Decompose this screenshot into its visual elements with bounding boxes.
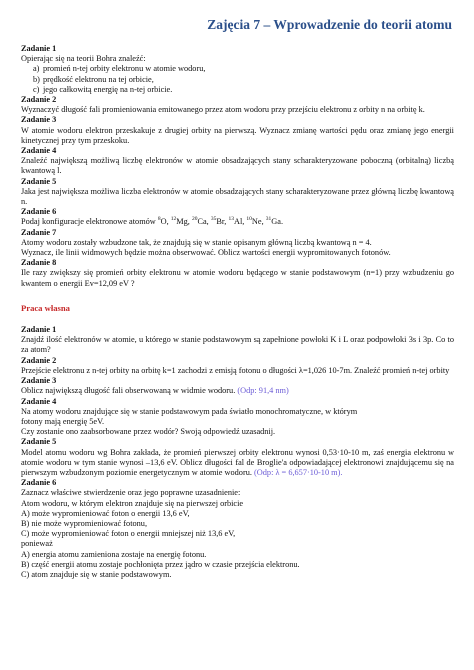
document-content [21, 44, 454, 580]
homework-task-1 [21, 325, 454, 356]
task-text-line: Zaznacz właściwe stwierdzenie oraz jego poprawne uzasadnienie: [21, 488, 241, 498]
atom-symbol-text: Ca [197, 217, 207, 227]
atom-mass-number: 31 [265, 216, 272, 223]
atom-symbol [211, 217, 229, 226]
task-heading: Zadanie 1 [21, 325, 57, 335]
task-heading: Zadanie 7 [21, 227, 57, 237]
atom-symbol-text: O [160, 217, 167, 227]
section-heading: Praca własna [21, 302, 70, 313]
atom-mass-number: 12 [170, 216, 177, 223]
task-heading: Zadanie 3 [21, 115, 57, 125]
task-text [21, 217, 454, 227]
atom-separator: , [166, 217, 171, 227]
task-heading: Zadanie 5 [21, 176, 57, 186]
task-1 [21, 44, 454, 95]
atom-mass-number: 20 [191, 216, 198, 223]
task-text: Ile razy zwiększy się promień orbity elektronu w atomie wodoru będącego w stanie podstawowym (n=1) przy wzbudzeniu go kwantem o energii Ev=12,09 eV ? [21, 268, 454, 288]
atom-symbol-text: Ga [271, 217, 281, 227]
atom-symbol [171, 217, 192, 226]
task-subitems [21, 64, 454, 95]
task-heading: Zadanie 2 [21, 95, 57, 105]
answer-text: (Odp: 91,4 nm) [237, 386, 289, 396]
atom-list [158, 217, 283, 226]
task-text-line: Atom wodoru, w którym elektron znajduje się na pierwszej orbicie [21, 498, 244, 508]
list-item-label: b) [33, 74, 40, 84]
atom-separator: , [261, 217, 266, 227]
task-7 [21, 228, 454, 259]
atom-mass-number: 8 [157, 216, 161, 223]
task-text-line: B) część energii atomu zostaje pochłonięta przez jądro w czasie przejścia elektronu. [21, 559, 300, 569]
task-text: Opierając się na teorii Bohra znaleźć: [21, 54, 146, 64]
list-item [21, 75, 454, 85]
task-text-prefix: Podaj konfiguracje elektronowe atomów [21, 217, 158, 227]
task-4 [21, 146, 454, 177]
task-heading: Zadanie 5 [21, 437, 57, 447]
task-heading: Zadanie 2 [21, 355, 57, 365]
atom-symbol-text: Mg [176, 217, 188, 227]
task-heading: Zadanie 8 [21, 258, 57, 268]
list-item-label: a) [33, 64, 40, 74]
task-heading: Zadanie 4 [21, 146, 57, 156]
atom-symbol [266, 217, 283, 226]
task-text-line: C) może wypromieniować foton o energii mniejszej niż 13,6 eV, [21, 529, 236, 539]
task-text-line: Na atomy wodoru znajdujące się w stanie podstawowym pada światło monochromatyczne, w którym [21, 406, 358, 416]
task-5 [21, 177, 454, 208]
list-item-label: c) [33, 84, 40, 94]
list-item [21, 85, 454, 95]
atom-separator: , [242, 217, 247, 227]
task-text-line: A) energia atomu zamieniona zostaje na energię fotonu. [21, 549, 207, 559]
atom-symbol [158, 217, 171, 226]
task-text-line: fotony mają energię 5eV. [21, 416, 105, 426]
task-text-line: Wyznacz, ile linii widmowych będzie można obserwować. Oblicz wartości energii wypromitowanych fotonów. [21, 248, 391, 258]
atom-separator: , [206, 217, 211, 227]
task-heading: Zadanie 4 [21, 396, 57, 406]
task-text-line: B) nie może wypromieniować fotonu, [21, 518, 148, 528]
task-text: Oblicz największą długość fali obserwowaną w widmie wodoru. [21, 386, 238, 396]
atom-symbol [246, 217, 265, 226]
atom-symbol [228, 217, 246, 226]
task-2 [21, 95, 454, 115]
task-heading: Zadanie 3 [21, 376, 57, 386]
homework-task-2 [21, 356, 454, 376]
task-text-line: Atomy wodoru zostały wzbudzone tak, że znajdują się w stanie opisanym główną liczbą kwantową n = 4. [21, 237, 372, 247]
task-8 [21, 258, 454, 289]
task-text-line: C) atom znajduje się w stanie podstawowym. [21, 569, 172, 579]
atom-separator: , [224, 217, 229, 227]
atom-mass-number: 35 [210, 216, 217, 223]
homework-task-4 [21, 397, 454, 438]
task-text: Wyznaczyć długość fali promieniowania emitowanego przez atom wodoru przy przejściu elektronu z orbity n na orbitę k. [21, 105, 425, 115]
homework-task-5 [21, 437, 454, 478]
task-3 [21, 115, 454, 146]
task-text-line: ponieważ [21, 539, 53, 549]
task-text: Jaka jest największa możliwa liczba elektronów w atomie obsadzających stany scharakteryzowane przez główną liczbę kwantową n. [21, 186, 454, 207]
atom-symbol-text: Al [233, 217, 243, 227]
task-text: Przejście elektronu z n-tej orbity na orbitę k=1 zachodzi z emisją fotonu o długości λ=1,026 10-7m. Znaleźć promień n-tej orbity [21, 365, 450, 375]
atom-mass-number: 13 [228, 216, 234, 223]
task-text: Znajdź ilość elektronów w atomie, u którego w stanie podstawowym są zapełnione powłoki K i L oraz podpowłoki 3s i 3p. Co to za atom? [21, 335, 454, 355]
task-6 [21, 207, 454, 227]
homework-task-3 [21, 376, 454, 396]
task-text: Znaleźć największą możliwą liczbę elektronów w atomie obsadzających stany scharakteryzowane poboczną (orbitalną) liczbą kwantową l. [21, 156, 454, 176]
answer-text: (Odp: λ = 6,657·10-10 m). [254, 467, 343, 477]
list-item-text: promień n-tej orbity elektronu w atomie wodoru, [43, 64, 206, 74]
list-item [21, 64, 454, 74]
task-text-line: Czy zostanie ono zaabsorbowane przez wodór? Swoją odpowiedź uzasadnij. [21, 427, 276, 437]
atom-symbol-text: Br [216, 217, 225, 227]
task-text: W atomie wodoru elektron przeskakuje z drugiej orbity na pierwszą. Wyznacz zmianę wartości pędu oraz zmianę jego energii kinetycznej przy tym przeskoku. [21, 125, 454, 145]
task-text-line: A) może wypromieniować foton o energii 13,6 eV, [21, 508, 190, 518]
task-heading: Zadanie 6 [21, 207, 57, 217]
list-item-text: prędkość elektronu na tej orbicie, [43, 74, 154, 84]
list-item-text: jego całkowitą energię na n-tej orbicie. [43, 84, 173, 94]
task-heading: Zadanie 1 [21, 44, 57, 53]
homework-task-6 [21, 478, 454, 580]
task-text: Model atomu wodoru wg Bohra zakłada, że promień pierwszej orbity elektronu wynosi 0,53·10-10 m, zaś energia elektronu w atomie wodoru w tym stanie wynosi –13,6 eV. Oblicz długości fal de Broglie'a odpowiadającej elektronowi znajdującemu się na pierwszym wzbudzonym poziomie energetycznym w atomie wodoru. [21, 447, 454, 477]
atom-separator: . [280, 217, 284, 227]
atom-symbol [192, 217, 211, 226]
task-heading: Zadanie 6 [21, 478, 57, 488]
atom-symbol-text: Ne [251, 217, 262, 227]
page-title: Zajęcia 7 – Wprowadzenie do teorii atomu [207, 17, 452, 32]
atom-mass-number: 10 [246, 216, 252, 223]
atom-separator: , [187, 217, 192, 227]
